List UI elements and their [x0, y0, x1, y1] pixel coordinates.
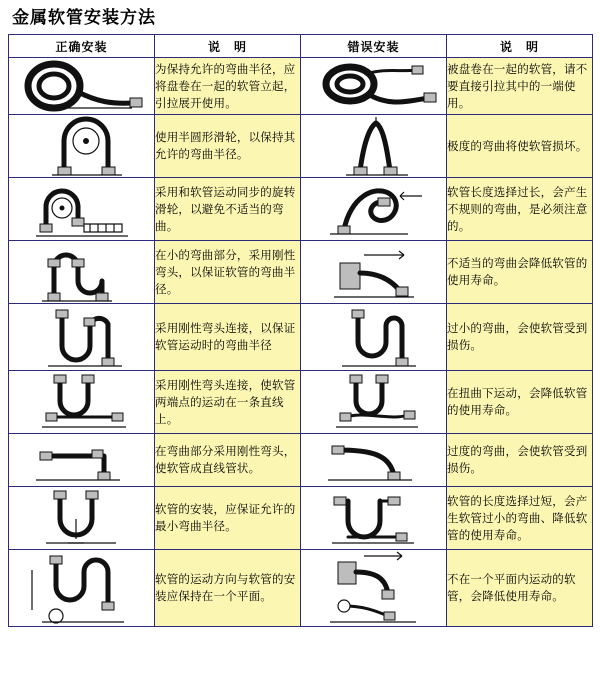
row-note: 被盘卷在一起的软管，请不要直接引拉其中的一端使用。 — [447, 58, 593, 115]
table-header-row — [9, 35, 593, 58]
sharp-bend-hose-icon — [301, 115, 447, 178]
table-row — [9, 115, 593, 178]
table-row — [9, 487, 593, 550]
table-row — [9, 178, 593, 241]
table-row — [9, 371, 593, 434]
too-small-bend-icon — [301, 304, 447, 371]
same-plane-motion-icon — [9, 550, 155, 627]
too-long-hose-icon — [301, 487, 447, 550]
row-note: 软管的长度选择过短，会产生软管过小的弯曲、降低软管的使用寿命。 — [447, 487, 593, 550]
rotating-pulley-chain-icon — [9, 178, 155, 241]
header-correct-install: 正确安装 — [9, 35, 155, 58]
rigid-elbow-small-bend-icon — [9, 241, 155, 304]
hose-installation-table — [8, 34, 593, 627]
loose-long-hose-icon — [301, 178, 447, 241]
table-row — [9, 304, 593, 371]
row-note: 在小的弯曲部分，采用刚性弯头，以保证软管的弯曲半径。 — [155, 241, 301, 304]
row-note: 采用刚性弯头连接，以保证软管运动时的弯曲半径 — [155, 304, 301, 371]
semicircular-pulley-icon — [9, 115, 155, 178]
table-row — [9, 241, 593, 304]
row-note: 为保持允许的弯曲半径，应将盘卷在一起的软管立起，引拉展开使用。 — [155, 58, 301, 115]
straight-pipe-elbow-icon — [9, 434, 155, 487]
coiled-hose-standing-icon — [9, 58, 155, 115]
row-note: 使用半圆形滑轮，以保持其允许的弯曲半径。 — [155, 115, 301, 178]
row-note: 在扭曲下运动，会降低软管的使用寿命。 — [447, 371, 593, 434]
table-row — [9, 550, 593, 627]
row-note: 极度的弯曲将使软管损坏。 — [447, 115, 593, 178]
header-note-right: 说 明 — [447, 35, 593, 58]
table-row — [9, 58, 593, 115]
out-of-plane-motion-icon — [301, 550, 447, 627]
row-note: 在弯曲部分采用刚性弯头，使软管成直线管状。 — [155, 434, 301, 487]
rigid-elbow-connection-icon — [9, 304, 155, 371]
row-note: 过小的弯曲，会使软管受到损伤。 — [447, 304, 593, 371]
row-note: 采用和软管运动同步的旋转滑轮，以避免不适当的弯曲。 — [155, 178, 301, 241]
row-note: 软管的运动方向与软管的安装应保持在一个平面。 — [155, 550, 301, 627]
twisting-motion-icon — [301, 371, 447, 434]
table-row — [9, 434, 593, 487]
row-note: 过度的弯曲，会使软管受到损伤。 — [447, 434, 593, 487]
min-bend-radius-u-icon — [9, 487, 155, 550]
row-note: 软管的安装，应保证允许的最小弯曲半径。 — [155, 487, 301, 550]
excessive-bend-icon — [301, 434, 447, 487]
row-note: 软管长度选择过长，会产生不规则的弯曲，是必须注意的。 — [447, 178, 593, 241]
improper-bend-icon — [301, 241, 447, 304]
row-note: 不适当的弯曲会降低软管的使用寿命。 — [447, 241, 593, 304]
coiled-hose-pulled-icon — [301, 58, 447, 115]
row-note: 采用刚性弯头连接，使软管两端点的运动在一条直线上。 — [155, 371, 301, 434]
header-wrong-install: 错误安装 — [301, 35, 447, 58]
header-note-left: 说 明 — [155, 35, 301, 58]
straight-line-motion-icon — [9, 371, 155, 434]
row-note: 不在一个平面内运动的软管，会降低使用寿命。 — [447, 550, 593, 627]
page-title: 金属软管安装方法 — [12, 8, 156, 28]
